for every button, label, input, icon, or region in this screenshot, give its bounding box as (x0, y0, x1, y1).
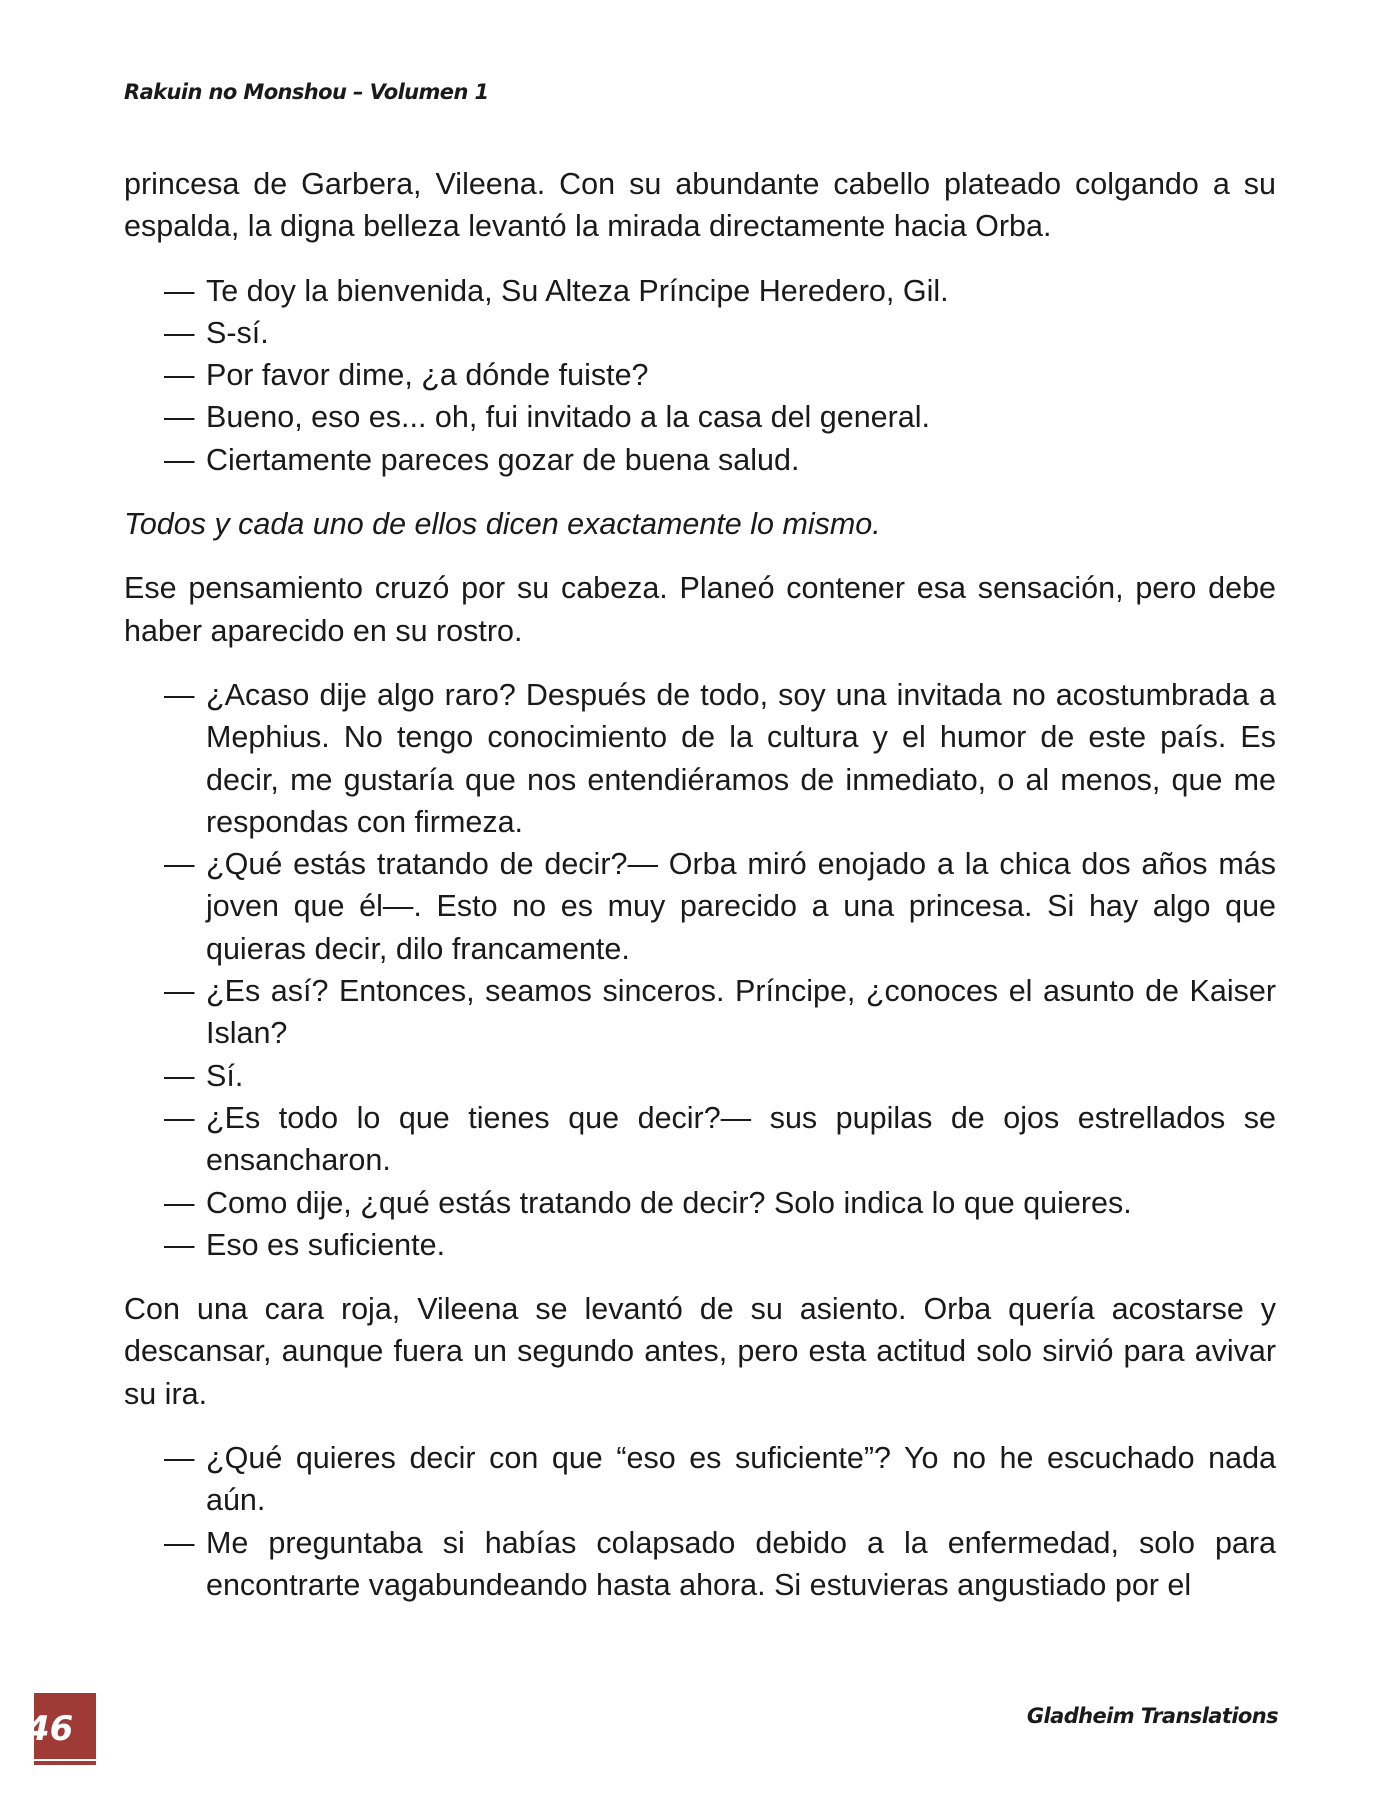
dialogue-text: Eso es suficiente. (206, 1227, 446, 1262)
em-dash: — (164, 677, 195, 712)
body-text (124, 163, 1276, 1628)
em-dash: — (164, 974, 195, 1009)
dialogue-line (124, 396, 1276, 438)
dialogue-line (124, 1182, 1276, 1224)
dialogue-block (124, 270, 1276, 481)
dialogue-block (124, 674, 1276, 1266)
dialogue-line (124, 312, 1276, 354)
dialogue-line (124, 1055, 1276, 1097)
dialogue-line (124, 1522, 1276, 1607)
running-header: Rakuin no Monshou – Volumen 1 (124, 80, 489, 104)
dialogue-text: Ciertamente pareces gozar de buena salud. (206, 442, 800, 477)
dialogue-line (124, 1437, 1276, 1522)
dialogue-line (124, 970, 1276, 1055)
dialogue-text: Por favor dime, ¿a dónde fuiste? (206, 358, 649, 393)
em-dash: — (164, 358, 195, 393)
dialogue-line (124, 354, 1276, 396)
em-dash: — (164, 1441, 195, 1476)
dialogue-text: Como dije, ¿qué estás tratando de decir? Solo indica lo que quieres. (206, 1185, 1132, 1220)
dialogue-text: ¿Qué quieres decir con que “eso es suficiente”? Yo no he escuchado nada aún. (206, 1441, 1276, 1518)
dialogue-text: S-sí. (206, 315, 269, 350)
dialogue-text: Bueno, eso es... oh, fui invitado a la casa del general. (206, 400, 931, 435)
page-number-underline (34, 1759, 96, 1761)
page-number: 46 (26, 1709, 74, 1749)
paragraph: Ese pensamiento cruzó por su cabeza. Planeó contener esa sensación, pero debe haber aparecido en su rostro. (124, 571, 1276, 648)
dialogue-text: ¿Es así? Entonces, seamos sinceros. Príncipe, ¿conoces el asunto de Kaiser Islan? (206, 974, 1276, 1051)
dialogue-line (124, 439, 1276, 481)
dialogue-text: Sí. (206, 1058, 244, 1093)
em-dash: — (164, 315, 195, 350)
dialogue-line (124, 270, 1276, 312)
dialogue-line (124, 1097, 1276, 1182)
dialogue-block (124, 1437, 1276, 1606)
em-dash: — (164, 1227, 195, 1262)
dialogue-line (124, 674, 1276, 843)
dialogue-text: Me preguntaba si habías colapsado debido a la enfermedad, solo para encontrarte vagabundeando hasta ahora. Si estuvieras angustiado por el (206, 1525, 1276, 1602)
footer-credit: Gladheim Translations (1026, 1704, 1278, 1728)
dialogue-line (124, 1224, 1276, 1266)
em-dash: — (164, 847, 195, 882)
inner-thought: Todos y cada uno de ellos dicen exactamente lo mismo. (124, 507, 881, 542)
em-dash: — (164, 1525, 195, 1560)
paragraph: Con una cara roja, Vileena se levantó de su asiento. Orba quería acostarse y descansar, aunque fuera un segundo antes, pero esta actitud solo sirvió para avivar su ira. (124, 1292, 1276, 1411)
dialogue-text: Te doy la bienvenida, Su Alteza Príncipe Heredero, Gil. (206, 273, 949, 308)
paragraph: princesa de Garbera, Vileena. Con su abundante cabello plateado colgando a su espalda, la digna belleza levantó la mirada directamente hacia Orba. (124, 167, 1276, 244)
em-dash: — (164, 442, 195, 477)
em-dash: — (164, 1058, 195, 1093)
em-dash: — (164, 1100, 195, 1135)
dialogue-line (124, 843, 1276, 970)
em-dash: — (164, 1185, 195, 1220)
em-dash: — (164, 400, 195, 435)
dialogue-text: ¿Es todo lo que tienes que decir?— sus pupilas de ojos estrellados se ensancharon. (206, 1100, 1276, 1178)
em-dash: — (164, 273, 195, 308)
dialogue-text: ¿Qué estás tratando de decir?— Orba miró enojado a la chica dos años más joven que él—. Esto no es muy parecido a una princesa. Si hay algo que quieras decir, dilo francamente. (206, 847, 1276, 966)
dialogue-text: ¿Acaso dije algo raro? Después de todo, soy una invitada no acostumbrada a Mephius. No tengo conocimiento de la cultura y el humor de este país. Es decir, me gustaría que nos entendiéramos de inmediato, o al menos, que me respondas con firmeza. (206, 677, 1276, 839)
